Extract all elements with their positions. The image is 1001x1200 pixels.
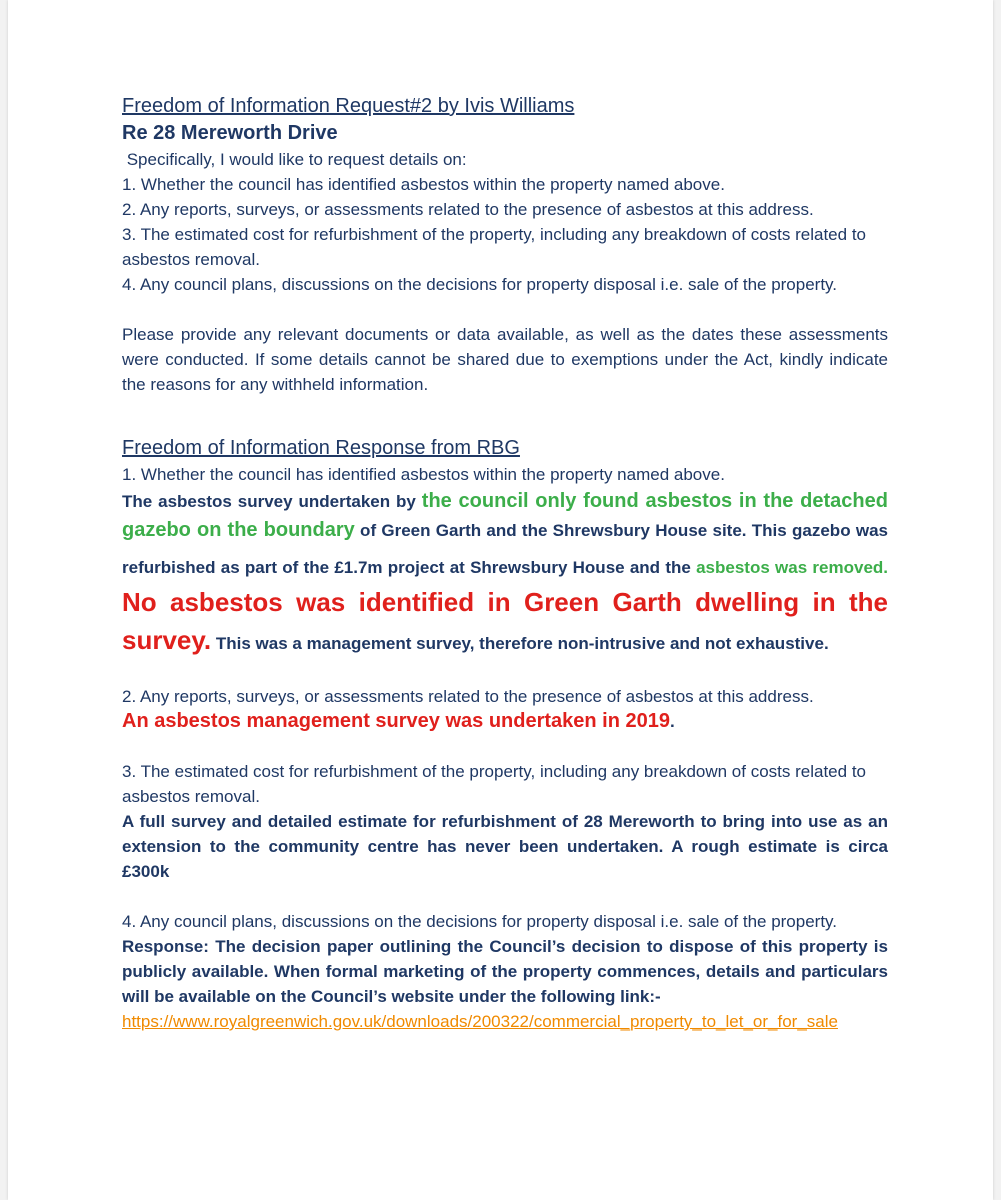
response-q4-question: 4. Any council plans, discussions on the decisions for property disposal i.e. sale of the property. [122, 912, 838, 931]
request-closing: Please provide any relevant documents or data available, as well as the dates these assessments were conducted. If some details cannot be shared due to exemptions under the Act, kindly indicate the reasons for any withheld information. [122, 325, 888, 394]
request-intro: Specifically, I would like to request details on: [122, 150, 467, 169]
document-content [122, 93, 888, 1034]
request-item-2: 2. Any reports, surveys, or assessments related to the presence of asbestos at this address. [122, 200, 814, 219]
request-subtitle: Re 28 Mereworth Drive [122, 122, 338, 144]
q2-answer-end: . [670, 712, 675, 731]
response-q4-link-wrap [122, 1009, 888, 1034]
commercial-property-link[interactable]: https://www.royalgreenwich.gov.uk/downloads/200322/commercial_property_to_let_or_for_sale [122, 1012, 838, 1031]
response-q2-question: 2. Any reports, surveys, or assessments related to the presence of asbestos at this address. [122, 687, 814, 706]
request-title: Freedom of Information Request#2 by Ivis Williams [122, 95, 575, 117]
response-q3-question: 3. The estimated cost for refurbishment of the property, including any breakdown of costs related to asbestos removal. [122, 762, 866, 806]
document-page [8, 0, 993, 1200]
q1-answer-highlight-removed: asbestos was removed. [696, 558, 888, 577]
response-q2-answer [122, 709, 888, 734]
response-title: Freedom of Information Response from RBG [122, 437, 520, 459]
q1-answer-text-2: of Green Garth and the Shrewsbury House site. This gazebo was refurbished as part of the £1.7m project at Shrewsbury House and the [122, 521, 888, 577]
q1-answer-highlight-gazebo: the council only found asbestos in the detached gazebo on the boundary [122, 490, 888, 541]
q2-answer-highlight: An asbestos management survey was undertaken in 2019 [122, 710, 670, 732]
q1-answer-text-1: The asbestos survey undertaken by [122, 492, 422, 511]
request-item-4: 4. Any council plans, discussions on the decisions for property disposal i.e. sale of the property. [122, 275, 838, 294]
request-item-1: 1. Whether the council has identified asbestos within the property named above. [122, 175, 725, 194]
q1-answer-text-3: This was a management survey, therefore non-intrusive and not exhaustive. [211, 634, 829, 653]
q1-answer-highlight-no-asbestos: No asbestos was identified in Green Garth dwelling in the survey. [122, 587, 888, 655]
response-q1-answer [122, 487, 888, 659]
response-q1-question: 1. Whether the council has identified asbestos within the property named above. [122, 465, 725, 484]
request-item-3: 3. The estimated cost for refurbishment of the property, including any breakdown of costs related to asbestos removal. [122, 225, 866, 269]
response-q4-answer: Response: The decision paper outlining the Council’s decision to dispose of this property is publicly available. When formal marketing of the property commences, details and particulars will be available on the Council’s website under the following link:- [122, 937, 888, 1006]
response-q3-answer: A full survey and detailed estimate for refurbishment of 28 Mereworth to bring into use as an extension to the community centre has never been undertaken. A rough estimate is circa £300k [122, 812, 888, 881]
